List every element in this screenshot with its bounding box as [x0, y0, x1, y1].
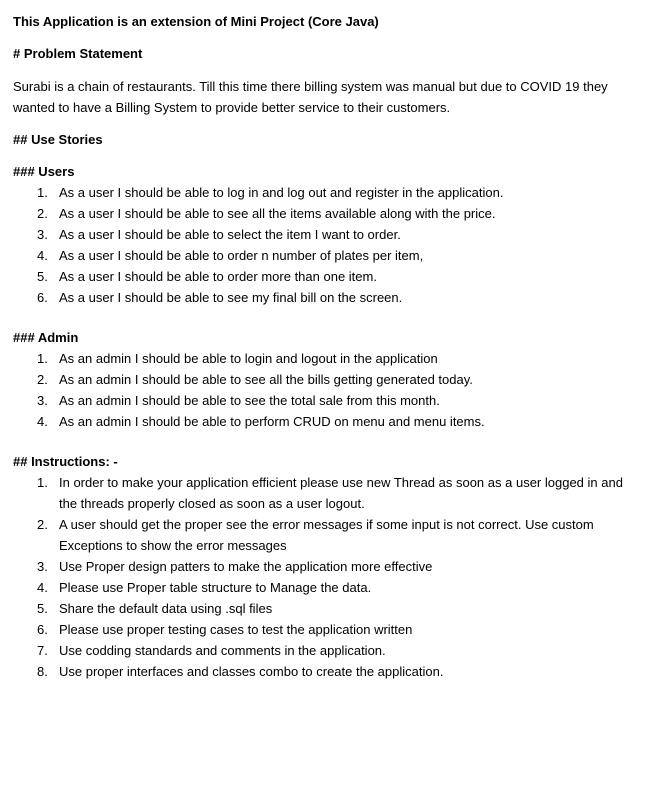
list-number: 3.	[37, 227, 48, 242]
list-item	[13, 203, 643, 224]
document-page	[13, 12, 643, 682]
users-list	[13, 182, 643, 308]
list-number: 3.	[37, 393, 48, 408]
problem-statement-heading: # Problem Statement	[13, 46, 143, 61]
list-item	[13, 348, 643, 369]
list-item-text: As an admin I should be able to perform CRUD on menu and menu items.	[59, 414, 485, 429]
list-item-text: As a user I should be able to log in and log out and register in the application.	[59, 185, 504, 200]
list-item-text: As a user I should be able to order more than one item.	[59, 269, 377, 284]
list-number: 6.	[37, 622, 48, 637]
list-number: 3.	[37, 559, 48, 574]
list-item-text: Please use proper testing cases to test the application written	[59, 622, 413, 637]
list-item	[13, 514, 643, 556]
list-number: 2.	[37, 206, 48, 221]
list-item-text: As an admin I should be able to login and logout in the application	[59, 351, 438, 366]
list-item-text: In order to make your application efficient please use new Thread as soon as a user logged in and the threads properly closed as soon as a user logout.	[59, 475, 623, 511]
list-item-text: Use codding standards and comments in the application.	[59, 643, 386, 658]
list-item	[13, 556, 643, 577]
users-heading: ### Users	[13, 164, 75, 179]
list-item-text: Use proper interfaces and classes combo to create the application.	[59, 664, 444, 679]
list-item-text: Please use Proper table structure to Manage the data.	[59, 580, 372, 595]
list-item-text: As an admin I should be able to see the total sale from this month.	[59, 393, 440, 408]
list-item-text: As a user I should be able to see all the items available along with the price.	[59, 206, 496, 221]
list-number: 6.	[37, 290, 48, 305]
document-title: This Application is an extension of Mini Project (Core Java)	[13, 14, 379, 29]
instructions-list	[13, 472, 643, 682]
list-item-text: Share the default data using .sql files	[59, 601, 273, 616]
list-number: 7.	[37, 643, 48, 658]
list-item	[13, 619, 643, 640]
list-number: 5.	[37, 601, 48, 616]
list-number: 4.	[37, 414, 48, 429]
admin-heading: ### Admin	[13, 330, 79, 345]
list-item	[13, 182, 643, 203]
list-number: 4.	[37, 248, 48, 263]
list-item	[13, 472, 643, 514]
list-item-text: As a user I should be able to order n number of plates per item,	[59, 248, 424, 263]
list-item	[13, 598, 643, 619]
list-number: 2.	[37, 517, 48, 532]
list-item	[13, 224, 643, 245]
list-item-text: A user should get the proper see the error messages if some input is not correct. Use custom Exceptions to show the error messages	[59, 517, 594, 553]
list-item	[13, 661, 643, 682]
list-item-text: Use Proper design patters to make the application more effective	[59, 559, 433, 574]
list-item-text: As a user I should be able to select the item I want to order.	[59, 227, 401, 242]
use-stories-heading: ## Use Stories	[13, 132, 103, 147]
list-item	[13, 640, 643, 661]
list-number: 2.	[37, 372, 48, 387]
list-item	[13, 577, 643, 598]
list-number: 4.	[37, 580, 48, 595]
list-item	[13, 369, 643, 390]
admin-list	[13, 348, 643, 432]
list-item	[13, 287, 643, 308]
instructions-heading: ## Instructions: -	[13, 454, 118, 469]
problem-statement-text: Surabi is a chain of restaurants. Till this time there billing system was manual but due to COVID 19 they wanted to have a Billing System to provide better service to their customers.	[13, 79, 608, 115]
list-number: 1.	[37, 185, 48, 200]
list-item	[13, 245, 643, 266]
list-item	[13, 411, 643, 432]
list-number: 1.	[37, 351, 48, 366]
list-item-text: As an admin I should be able to see all the bills getting generated today.	[59, 372, 473, 387]
list-item-text: As a user I should be able to see my final bill on the screen.	[59, 290, 403, 305]
list-number: 5.	[37, 269, 48, 284]
list-number: 8.	[37, 664, 48, 679]
list-item	[13, 390, 643, 411]
list-item	[13, 266, 643, 287]
list-number: 1.	[37, 475, 48, 490]
